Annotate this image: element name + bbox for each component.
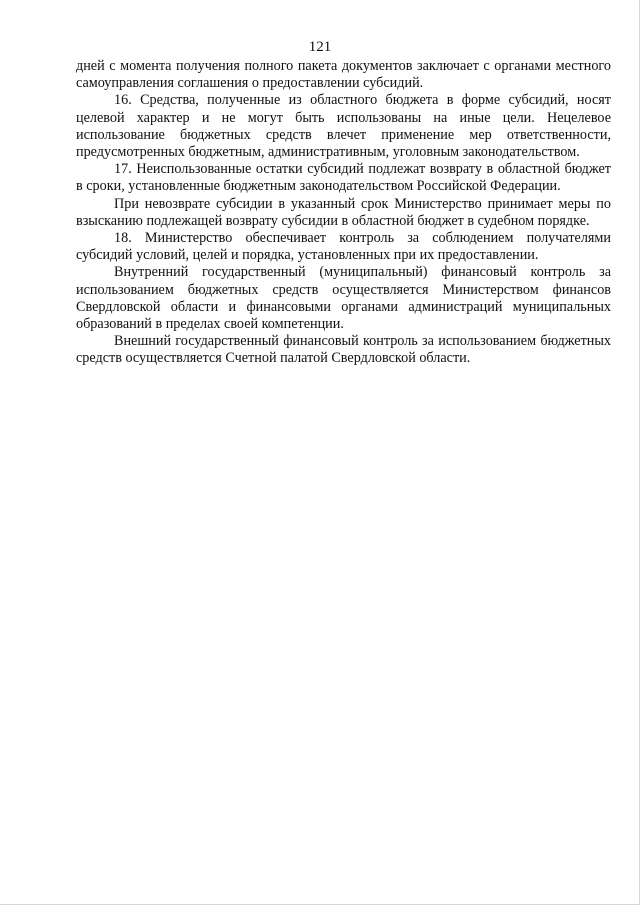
paragraph-external-control: Внешний государственный финансовый контроль за использованием бюджетных средств осуществляется Счетной палатой Свердловской области. — [76, 333, 611, 367]
paragraph-18: 18. Министерство обеспечивает контроль за соблюдением получателями субсидий условий, целей и порядка, установленных при их предоставлении. — [76, 230, 611, 264]
paragraph-non-return: При невозврате субсидии в указанный срок Министерство принимает меры по взысканию подлежащей возврату субсидии в областной бюджет в судебном порядке. — [76, 195, 611, 229]
document-body — [76, 58, 611, 368]
page-number: 121 — [308, 39, 332, 55]
paragraph-16: 16. Средства, полученные из областного бюджета в форме субсидий, носят целевой характер и не могут быть использованы на иные цели. Нецелевое использование бюджетных средств влечет применение мер ответственности, предусмотренных бюджетным, административным, уголовным законодательством. — [76, 92, 611, 161]
paragraph-internal-control: Внутренний государственный (муниципальный) финансовый контроль за использованием бюджетных средств осуществляется Министерством финансов Свердловской области и финансовыми органами администраций муниципальных образований в пределах своей компетенции. — [76, 264, 611, 333]
paragraph-17: 17. Неиспользованные остатки субсидий подлежат возврату в областной бюджет в сроки, установленные бюджетным законодательством Российской Федерации. — [76, 161, 611, 195]
paragraph-continuation: дней с момента получения полного пакета документов заключает с органами местного самоуправления соглашения о предоставлении субсидий. — [76, 58, 611, 92]
